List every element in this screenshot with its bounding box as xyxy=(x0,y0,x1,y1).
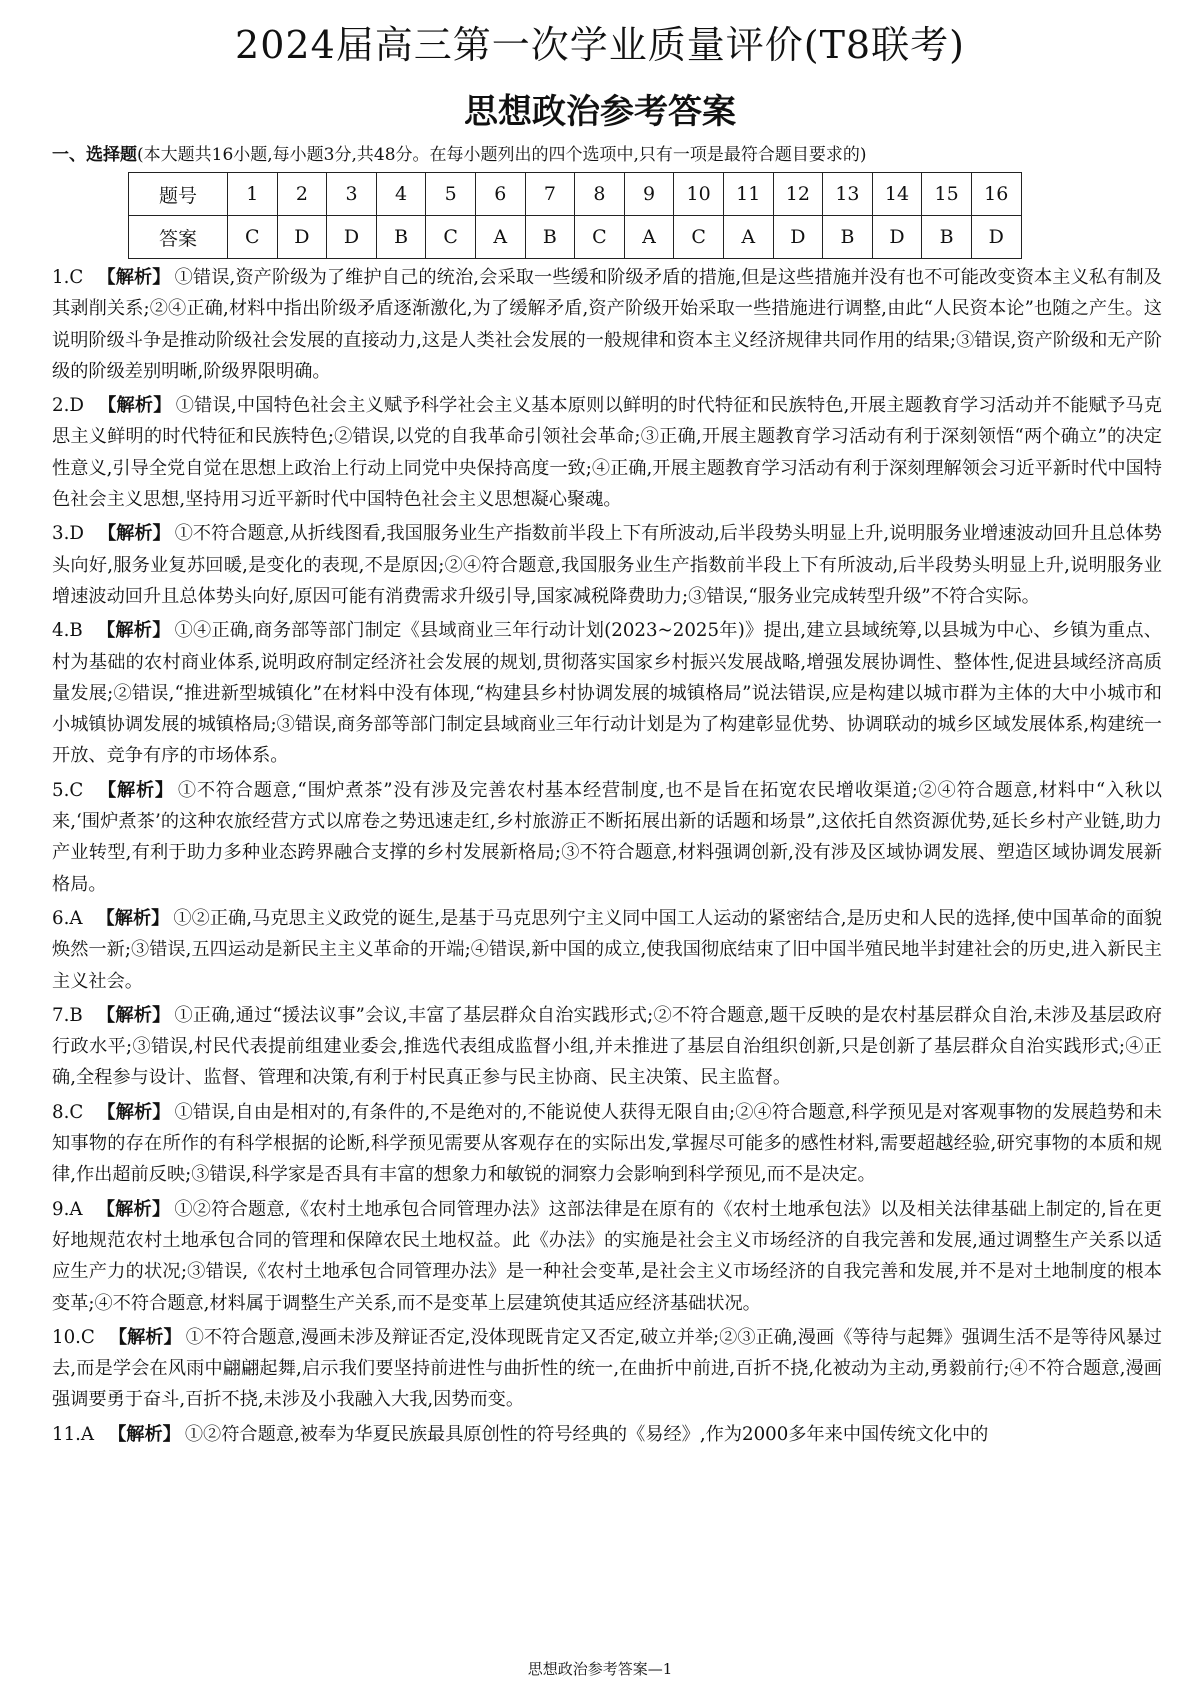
explanation-item xyxy=(52,262,1162,387)
question-number: 1 xyxy=(228,173,278,216)
answer-cell: B xyxy=(922,216,972,259)
section-heading xyxy=(52,140,1162,165)
item-number: 8.C xyxy=(52,1101,84,1123)
question-number: 4 xyxy=(376,173,426,216)
analysis-tag: 【解析】 xyxy=(96,620,171,642)
answer-row xyxy=(129,216,1022,259)
question-number: 6 xyxy=(475,173,525,216)
analysis-tag: 【解析】 xyxy=(97,267,171,288)
item-number: 4.B xyxy=(52,620,83,642)
analysis-tag: 【解析】 xyxy=(96,1004,171,1026)
explanations xyxy=(52,262,1162,1450)
question-number: 2 xyxy=(277,173,327,216)
question-number: 8 xyxy=(575,173,625,216)
analysis-tag: 【解析】 xyxy=(96,1198,171,1220)
item-number: 7.B xyxy=(52,1004,83,1026)
explanation-item xyxy=(52,1419,1162,1450)
section-label: 一、选择题 xyxy=(52,145,137,165)
item-text: ①②正确,马克思主义政党的诞生,是基于马克思列宁主义同中国工人运动的紧密结合,是历史和人民的选择,使中国革命的面貌焕然一新;③错误,五四运动是新民主主义革命的开端;④错误,新中国的成立,使我国彻底结束了旧中国半殖民地半封建社会的历史,进入新民主主义社会。 xyxy=(52,907,1162,992)
answer-cell: A xyxy=(475,216,525,259)
item-number: 3.D xyxy=(52,523,84,545)
answer-cell: B xyxy=(525,216,575,259)
item-number: 10.C xyxy=(52,1326,95,1348)
item-number: 9.A xyxy=(52,1198,83,1220)
answer-cell: B xyxy=(376,216,426,259)
explanation-item xyxy=(52,518,1162,612)
item-text: ①正确,通过“援法议事”会议,丰富了基层群众自治实践形式;②不符合题意,题干反映的是农村基层群众自治,未涉及基层政府行政水平;③错误,村民代表提前组建业委会,推选代表组成监督小组,并未推进了基层自治组织创新,只是创新了基层群众自治实践形式;④正确,全程参与设计、监督、管理和决策,有利于村民真正参与民主协商、民主决策、民主监督。 xyxy=(52,1004,1162,1089)
explanation-item xyxy=(52,1000,1162,1094)
explanation-item xyxy=(52,775,1162,900)
item-text: ①错误,中国特色社会主义赋予科学社会主义基本原则以鲜明的时代特征和民族特色,开展主题教育学习活动并不能赋予马克思主义鲜明的时代特征和民族特色;②错误,以党的自我革命引领社会革命;③正确,开展主题教育学习活动有利于深刻领悟“两个确立”的决定性意义,引导全党自觉在思想上政治上行动上同党中央保持高度一致;④正确,开展主题教育学习活动有利于深刻理解领会习近平新时代中国特色社会主义思想,坚持用习近平新时代中国特色社会主义思想凝心聚魂。 xyxy=(52,395,1162,511)
item-text: ①②符合题意,被奉为华夏民族最具原创性的符号经典的《易经》,作为2000多年来中国传统文化中的 xyxy=(184,1423,989,1445)
answer-cell: D xyxy=(872,216,922,259)
question-number: 13 xyxy=(823,173,873,216)
question-number: 11 xyxy=(723,173,773,216)
explanation-item xyxy=(52,615,1162,771)
analysis-tag: 【解析】 xyxy=(97,395,172,417)
answer-cell: D xyxy=(971,216,1021,259)
exam-title: 2024届高三第一次学业质量评价(T8联考) xyxy=(235,23,965,67)
analysis-tag: 【解析】 xyxy=(96,907,170,929)
explanation-item xyxy=(52,1194,1162,1319)
explanation-item xyxy=(52,903,1162,997)
subject-title: 思想政治参考答案 xyxy=(464,92,736,132)
answer-cell: B xyxy=(823,216,873,259)
item-text: ①不符合题意,漫画未涉及辩证否定,没体现既肯定又否定,破立并举;②③正确,漫画《等待与起舞》强调生活不是等待风暴过去,而是学会在风雨中翩翩起舞,启示我们要坚持前进性与曲折性的统一,在曲折中前进,百折不挠,化被动为主动,勇毅前行;④不符合题意,漫画强调要勇于奋斗,百折不挠,未涉及小我融入大我,因势而变。 xyxy=(52,1326,1162,1411)
answer-cell: D xyxy=(773,216,823,259)
item-number: 1.C xyxy=(52,267,84,288)
explanation-item xyxy=(52,390,1162,515)
answer-cell: C xyxy=(228,216,278,259)
answer-cell: A xyxy=(624,216,674,259)
item-number: 6.A xyxy=(52,907,83,929)
analysis-tag: 【解析】 xyxy=(97,779,174,801)
question-number: 7 xyxy=(525,173,575,216)
answer-cell: A xyxy=(723,216,773,259)
row-label-number: 题号 xyxy=(129,173,228,216)
answer-cell: C xyxy=(426,216,476,259)
item-text: ①②符合题意,《农村土地承包合同管理办法》这部法律是在原有的《农村土地承包法》以及相关法律基础上制定的,旨在更好地规范农村土地承包合同的管理和保障农民土地权益。此《办法》的实施是社会主义市场经济的自我完善和发展,通过调整生产关系以适应生产力的状况;③错误,《农村土地承包合同管理办法》是一种社会变革,是社会主义市场经济的自我完善和发展,并不是对土地制度的根本变革;④不符合题意,材料属于调整生产关系,而不是变革上层建筑使其适应经济基础状况。 xyxy=(52,1198,1162,1314)
question-number: 15 xyxy=(922,173,972,216)
question-number: 9 xyxy=(624,173,674,216)
question-number: 16 xyxy=(971,173,1021,216)
question-number: 12 xyxy=(773,173,823,216)
answer-cell: D xyxy=(327,216,377,259)
item-text: ①不符合题意,从折线图看,我国服务业生产指数前半段上下有所波动,后半段势头明显上升,说明服务业增速波动回升且总体势头向好,服务业复苏回暖,是变化的表现,不是原因;②④符合题意,我国服务业生产指数前半段上下有所波动,后半段势头明显上升,说明服务业增速波动回升且总体势头向好,原因可能有消费需求升级引导,国家减税降费助力;③错误,“服务业完成转型升级”不符合实际。 xyxy=(52,523,1162,607)
question-number: 10 xyxy=(674,173,724,216)
answer-cell: D xyxy=(277,216,327,259)
question-number: 14 xyxy=(872,173,922,216)
answer-table xyxy=(128,172,1022,259)
analysis-tag: 【解析】 xyxy=(97,1101,171,1123)
page-footer: 思想政治参考答案—1 xyxy=(527,1660,673,1678)
analysis-tag: 【解析】 xyxy=(108,1423,181,1445)
section-note: (本大题共16小题,每小题3分,共48分。在每小题列出的四个选项中,只有一项是最符合题目要求的) xyxy=(137,145,867,165)
row-label-answer: 答案 xyxy=(129,216,228,259)
explanation-item xyxy=(52,1322,1162,1416)
item-text: ①④正确,商务部等部门制定《县域商业三年行动计划(2023~2025年)》提出,建立县域统筹,以县城为中心、乡镇为重点、村为基础的农村商业体系,说明政府制定经济社会发展的规划,贯彻落实国家乡村振兴发展战略,增强发展协调性、整体性,促进县域经济高质量发展;②错误,“推进新型城镇化”在材料中没有体现,“构建县乡村协调发展的城镇格局”说法错误,应是构建以城市群为主体的大中小城市和小城镇协调发展的城镇格局;③错误,商务部等部门制定县域商业三年行动计划是为了构建彰显优势、协调联动的城乡区域发展体系,构建统一开放、竞争有序的市场体系。 xyxy=(52,620,1162,767)
answer-cell: C xyxy=(674,216,724,259)
analysis-tag: 【解析】 xyxy=(97,523,171,545)
question-number: 3 xyxy=(327,173,377,216)
item-text: ①错误,自由是相对的,有条件的,不是绝对的,不能说使人获得无限自由;②④符合题意,科学预见是对客观事物的发展趋势和未知事物的存在所作的有科学根据的论断,科学预见需要从客观存在的实际出发,掌握尽可能多的感性材料,需要超越经验,研究事物的本质和规律,作出超前反映;③错误,科学家是否具有丰富的想象力和敏锐的洞察力会影响到科学预见,而不是决定。 xyxy=(52,1101,1162,1186)
question-number-row xyxy=(129,173,1022,216)
explanation-item xyxy=(52,1097,1162,1191)
analysis-tag: 【解析】 xyxy=(108,1326,182,1348)
item-text: ①不符合题意,“围炉煮茶”没有涉及完善农村基本经营制度,也不是旨在拓宽农民增收渠道;②④符合题意,材料中“入秋以来,‘围炉煮茶’的这种农旅经营方式以席卷之势迅速走红,乡村旅游正不断拓展出新的话题和场景”,这依托自然资源优势,延长乡村产业链,助力产业转型,有利于助力多种业态跨界融合支撑的乡村发展新格局;③不符合题意,材料强调创新,没有涉及区域协调发展、塑造区域协调发展新格局。 xyxy=(52,779,1162,895)
question-number: 5 xyxy=(426,173,476,216)
item-number: 2.D xyxy=(52,395,84,417)
item-number: 11.A xyxy=(52,1423,95,1445)
item-number: 5.C xyxy=(52,779,84,801)
answer-cell: C xyxy=(575,216,625,259)
item-text: ①错误,资产阶级为了维护自己的统治,会采取一些缓和阶级矛盾的措施,但是这些措施并没有也不可能改变资本主义私有制及其剥削关系;②④正确,材料中指出阶级矛盾逐渐激化,为了缓解矛盾,资产阶级开始采取一些措施进行调整,由此“人民资本论”也随之产生。这说明阶级斗争是推动阶级社会发展的直接动力,这是人类社会发展的一般规律和资本主义经济规律共同作用的结果;③错误,资产阶级和无产阶级的阶级差别明晰,阶级界限明确。 xyxy=(52,267,1162,382)
